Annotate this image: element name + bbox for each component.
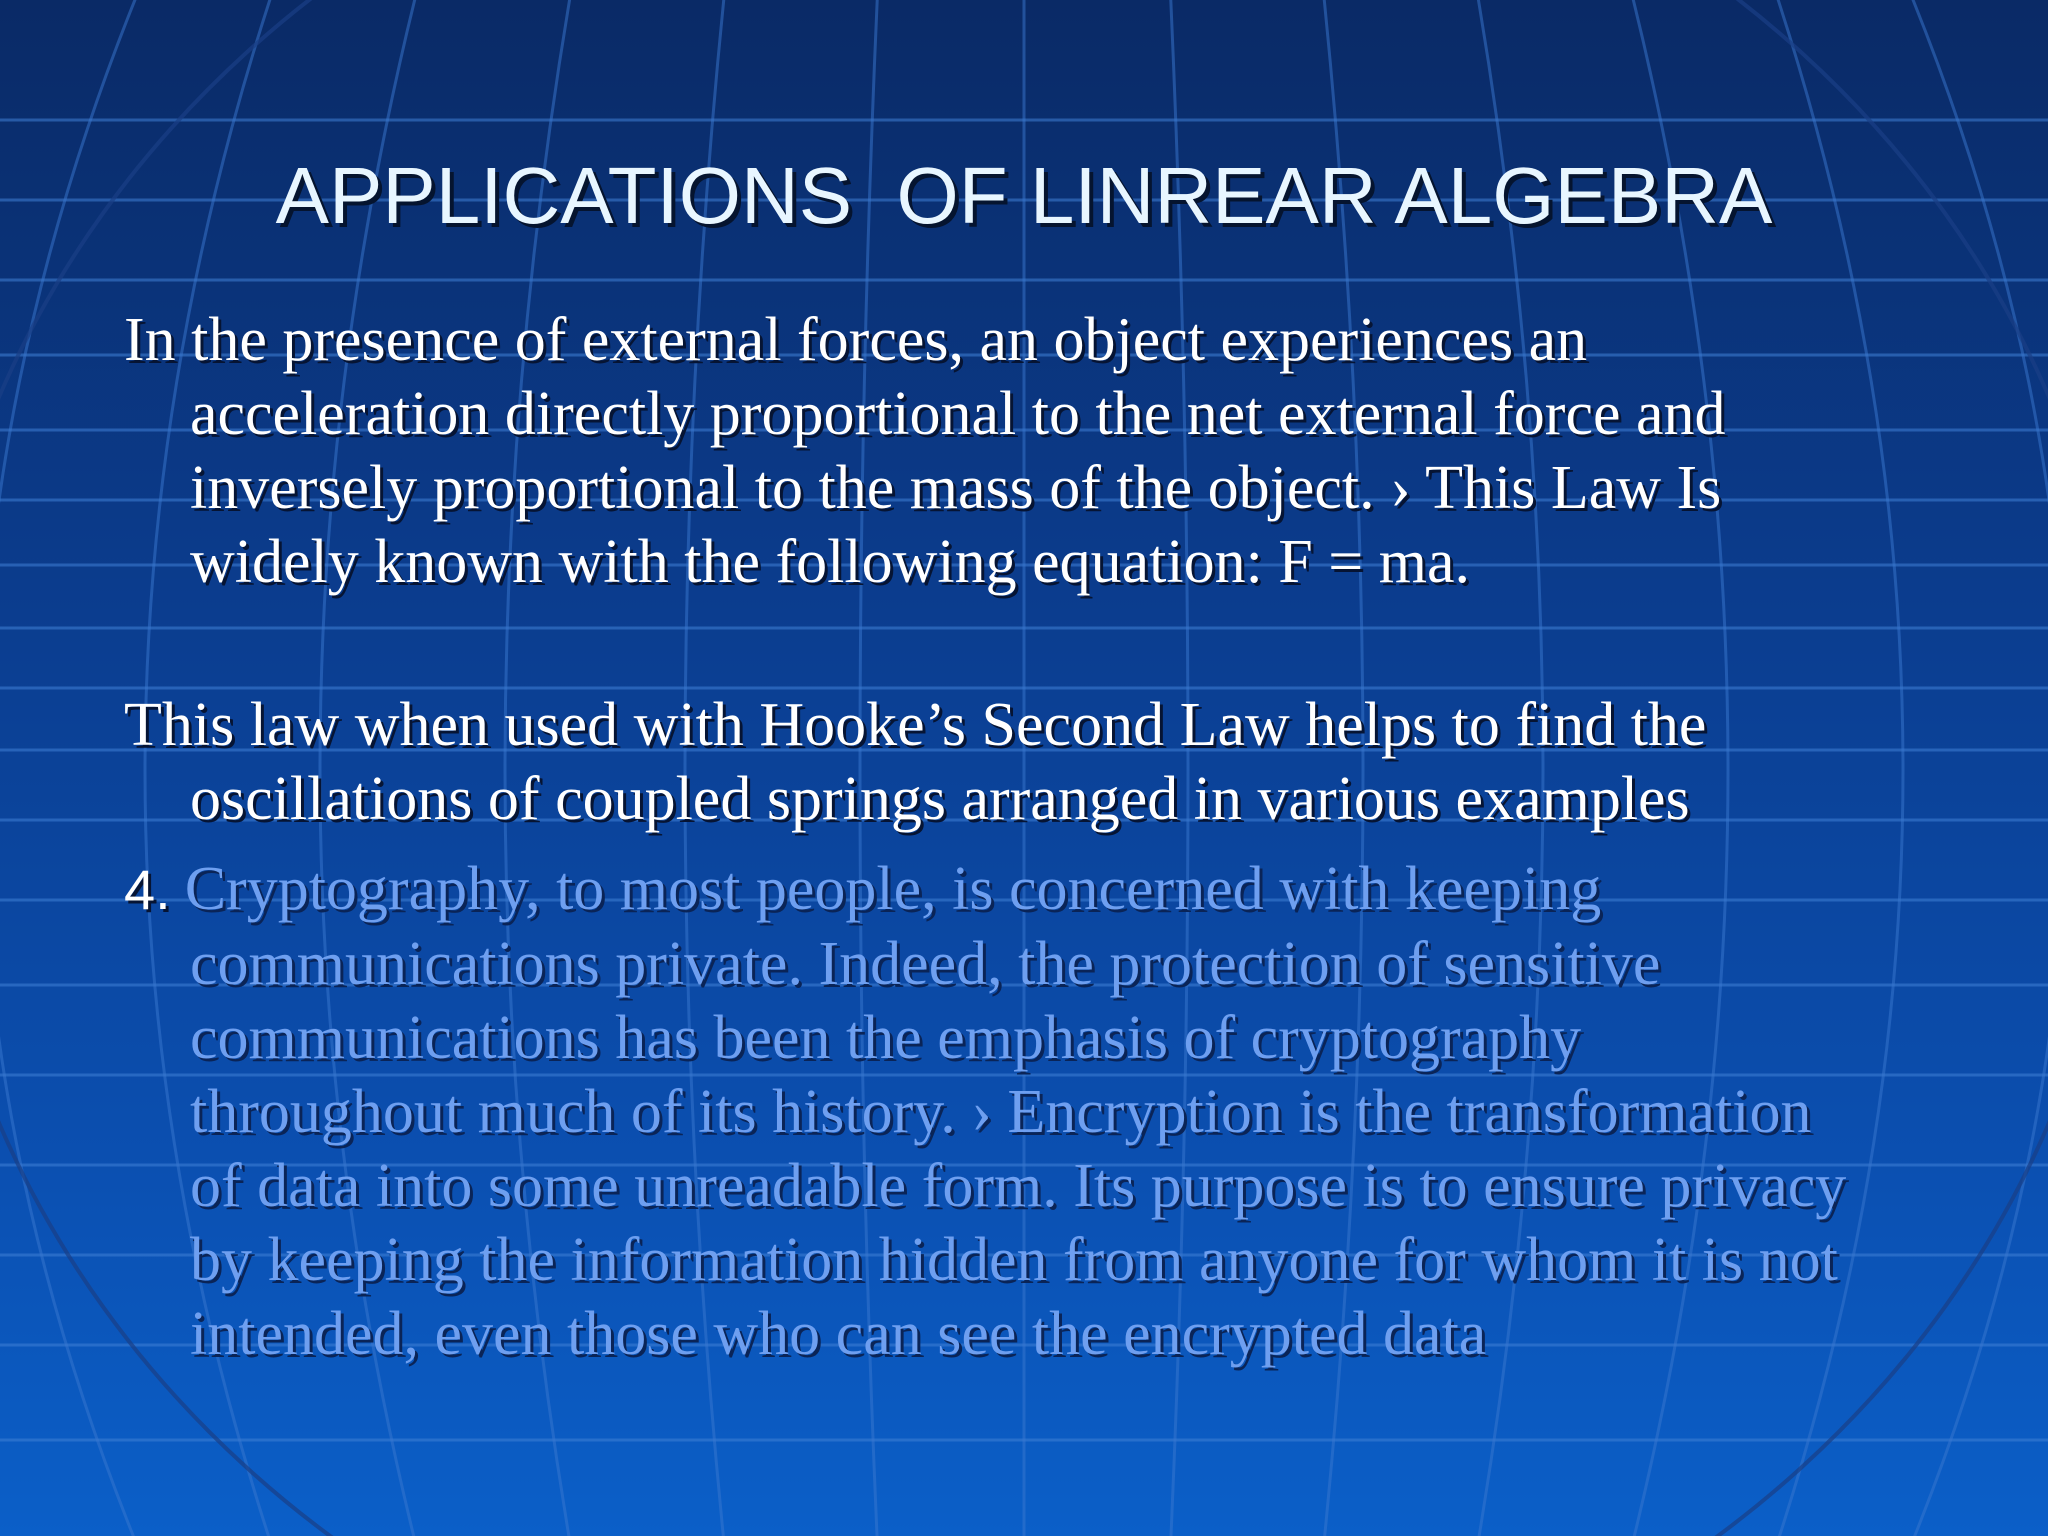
paragraph-line: In the presence of external forces, an object experiences an (124, 306, 1588, 374)
paragraph-line: throughout much of its history. › Encryption is the transformation (190, 1078, 1812, 1146)
paragraph-line: intended, even those who can see the encrypted data (190, 1300, 1487, 1368)
paragraph-line: acceleration directly proportional to the net external force and (190, 380, 1726, 448)
paragraph-line: of data into some unreadable form. Its purpose is to ensure privacy (190, 1152, 1847, 1220)
paragraph-line: Cryptography, to most people, is concerned with keeping (184, 855, 1602, 923)
paragraph-line: communications has been the emphasis of cryptography (190, 1004, 1582, 1072)
paragraph-line: by keeping the information hidden from anyone for whom it is not (190, 1226, 1838, 1294)
paragraph-first-line (124, 852, 2024, 927)
list-number: 4. (124, 858, 171, 921)
paragraph-cryptography (124, 852, 2024, 1371)
paragraph-newtons-second-law (124, 303, 2024, 599)
paragraph-line: oscillations of coupled springs arranged in various examples (190, 765, 1690, 833)
slide-title: APPLICATIONS OF LINREAR ALGEBRA (275, 151, 1773, 240)
paragraph-line: inversely proportional to the mass of the object. › This Law Is (190, 454, 1722, 522)
paragraph-line: widely known with the following equation: F = ma. (190, 528, 1470, 596)
paragraph-hookes-law (124, 688, 2024, 836)
paragraph-line: This law when used with Hooke’s Second Law helps to find the (124, 691, 1707, 759)
paragraph-line: communications private. Indeed, the protection of sensitive (190, 930, 1661, 998)
